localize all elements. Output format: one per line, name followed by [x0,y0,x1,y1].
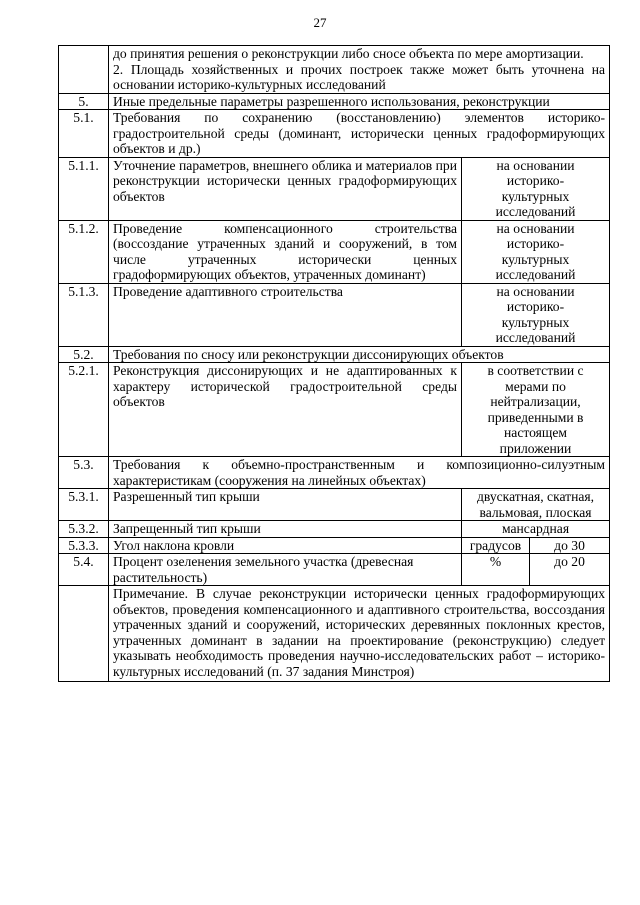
table-row [59,457,610,489]
row-number-cell: 5.3. [59,457,109,489]
row-number-cell: 5. [59,93,109,110]
row-text-cell: Угол наклона кровли [109,537,462,554]
row-value-cell: двускатная, скатная, вальмовая, плоская [462,489,610,521]
row-text-cell: Проведение адаптивного строительства [109,283,462,346]
row-unit-cell: % [462,554,530,586]
row-text-cell: Проведение компенсационного строительства (воссоздание утраченных зданий и сооружений, в том числе утраченных исторически ценных градоформирующих объектов, утраченных доминант) [109,220,462,283]
table-row [59,93,610,110]
row-text-cell [109,46,610,94]
row-number-cell: 5.2.1. [59,363,109,457]
row-number-cell: 5.1.1. [59,157,109,220]
table-row [59,521,610,538]
row-text-cell: Запрещенный тип крыши [109,521,462,538]
row-number-cell [59,586,109,682]
row-text-cell: Процент озеленения земельного участка (древесная растительность) [109,554,462,586]
table-row [59,554,610,586]
table-row [59,346,610,363]
row-text-cell: Разрешенный тип крыши [109,489,462,521]
row-number-cell: 5.2. [59,346,109,363]
table-row [59,157,610,220]
row-value-cell: на основании историко-культурных исследований [462,157,610,220]
row-number-cell: 5.3.2. [59,521,109,538]
table-row [59,283,610,346]
row-amount-cell: до 30 [530,537,610,554]
row-value-cell: в соответствии с мерами по нейтрализации, приведенными в настоящем приложении [462,363,610,457]
page-number: 27 [313,15,327,30]
row-text-cell: Требования к объемно-пространственным и композиционно-силуэтным характеристикам (сооружения на линейных объектах) [109,457,610,489]
table-row [59,110,610,158]
row-text-cell: Требования по сохранению (восстановлению) элементов историко-градостроительной среды (доминант, исторически ценных градоформирующих объектов и др.) [109,110,610,158]
row-amount-cell: до 20 [530,554,610,586]
row-text-cell: Требования по сносу или реконструкции диссонирующих объектов [109,346,610,363]
table-row [59,537,610,554]
row-text-cell: Иные предельные параметры разрешенного использования, реконструкции [109,93,610,110]
table-row-continuation [59,46,610,94]
row-value-cell: на основании историко-культурных исследований [462,283,610,346]
parameters-table [58,45,610,682]
table-row [59,489,610,521]
row-number-cell: 5.3.3. [59,537,109,554]
row-number-cell [59,46,109,94]
row-text-line: 2. Площадь хозяйственных и прочих построек также может быть уточнена на основании историко-культурных исследований [113,61,606,92]
table-row-note [59,586,610,682]
table-row [59,363,610,457]
note-text-cell: Примечание. В случае реконструкции исторически ценных градоформирующих объектов, проведения компенсационного и адаптивного строительства, воссоздания утраченных зданий и сооружений, исторических деревянных поклонных крестов, утраченных доминант в задании на проектирование (реконструкцию) следует указывать необходимость проведения научно-исследовательских работ – историко-культурных исследований (п. 37 задания Минстроя) [109,586,610,682]
row-text-cell: Реконструкция диссонирующих и не адаптированных к характеру исторической градостроительной среды объектов [109,363,462,457]
table-row [59,220,610,283]
row-number-cell: 5.1.3. [59,283,109,346]
row-text-cell: Уточнение параметров, внешнего облика и материалов при реконструкции исторически ценных градоформирующих объектов [109,157,462,220]
row-value-cell: на основании историко-культурных исследований [462,220,610,283]
row-number-cell: 5.3.1. [59,489,109,521]
row-number-cell: 5.1.2. [59,220,109,283]
row-number-cell: 5.4. [59,554,109,586]
row-text-line: до принятия решения о реконструкции либо сносе объекта по мере амортизации. [113,46,584,61]
row-number-cell: 5.1. [59,110,109,158]
row-value-cell: мансардная [462,521,610,538]
row-unit-cell: градусов [462,537,530,554]
